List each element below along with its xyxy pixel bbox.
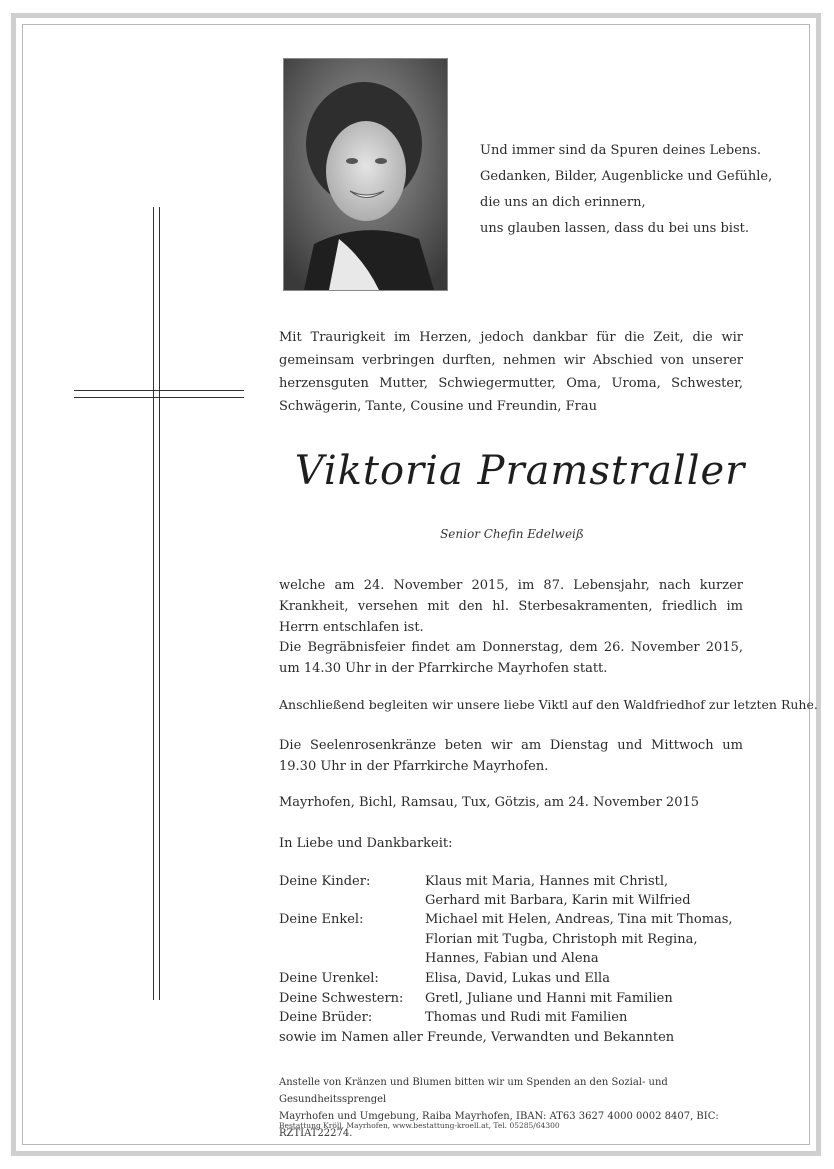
notice-line: Mayrhofen und Umgebung, Raiba Mayrhofen, IBAN: AT63 3627 4000 0002 8407, BIC: RZTIAT22274. — [279, 1111, 719, 1139]
relatives-label: Deine Schwestern: — [279, 991, 404, 1006]
cross-horizontal-line — [74, 397, 244, 398]
poem — [480, 138, 780, 242]
notice-line: Anstelle von Kränzen und Blumen bitten wir um Spenden an den Sozial- und Gesundheitssprengel — [279, 1077, 668, 1105]
undertaker-footer: Bestattung Kröll, Mayrhofen, www.bestattung-kroell.at, Tel. 05285/64300 — [279, 1121, 560, 1130]
cross-horizontal-line — [74, 390, 244, 391]
relatives-names: Michael mit Helen, Andreas, Tina mit Thomas, — [425, 912, 733, 927]
relatives-names: Gerhard mit Barbara, Karin mit Wilfried — [425, 893, 691, 908]
place-date: Mayrhofen, Bichl, Ramsau, Tux, Götzis, am 24. November 2015 — [279, 795, 700, 810]
deceased-name: Viktoria Pramstraller — [294, 448, 746, 494]
closing-line: sowie im Namen aller Freunde, Verwandten und Bekannten — [279, 1030, 675, 1045]
relatives-names: Florian mit Tugba, Christoph mit Regina, — [425, 932, 698, 947]
relatives-names: Thomas und Rudi mit Familien — [425, 1010, 628, 1025]
relatives-names: Gretl, Juliane und Hanni mit Familien — [425, 991, 673, 1006]
poem-line: Gedanken, Bilder, Augenblicke und Gefühle, — [480, 169, 773, 184]
deceased-title: Senior Chefin Edelweiß — [440, 527, 584, 541]
poem-line: die uns an dich erinnern, — [480, 195, 646, 210]
cross-vertical-line — [153, 207, 154, 1000]
cross-vertical-line — [159, 207, 160, 1000]
burial-paragraph: Anschließend begleiten wir unsere liebe Viktl auf den Waldfriedhof zur letzten Ruhe. — [279, 697, 818, 712]
rosary-paragraph: Die Seelenrosenkränze beten wir am Dienstag und Mittwoch um 19.30 Uhr in der Pfarrkirche Mayrhofen. — [279, 738, 743, 774]
love-line: In Liebe und Dankbarkeit: — [279, 836, 453, 851]
relatives-names: Hannes, Fabian und Alena — [425, 951, 599, 966]
portrait-illustration — [284, 59, 447, 290]
relatives-label: Deine Urenkel: — [279, 971, 379, 986]
relatives-label: Deine Enkel: — [279, 912, 364, 927]
portrait-photo — [283, 58, 448, 291]
relatives-label: Deine Kinder: — [279, 874, 371, 889]
poem-line: Und immer sind da Spuren deines Lebens. — [480, 143, 762, 158]
death-paragraph: welche am 24. November 2015, im 87. Lebensjahr, nach kurzer Krankheit, versehen mit den hl. Sterbesakramenten, friedlich im Herrn entschlafen ist. — [279, 578, 743, 635]
funeral-paragraph: Die Begräbnisfeier findet am Donnerstag, dem 26. November 2015, um 14.30 Uhr in der Pfarrkirche Mayrhofen statt. — [279, 640, 743, 676]
relatives-names: Elisa, David, Lukas und Ella — [425, 971, 610, 986]
relatives-label: Deine Brüder: — [279, 1010, 373, 1025]
relatives-names: Klaus mit Maria, Hannes mit Christl, — [425, 874, 669, 889]
donation-notice — [279, 1074, 749, 1142]
poem-line: uns glauben lassen, dass du bei uns bist. — [480, 221, 749, 236]
intro-paragraph: Mit Traurigkeit im Herzen, jedoch dankbar für die Zeit, die wir gemeinsam verbringen durften, nehmen wir Abschied von unserer herzensguten Mutter, Schwiegermutter, Oma, Uroma, Schwester, Schwägerin, Tante, Cousine und Freundin, Frau — [279, 330, 743, 414]
